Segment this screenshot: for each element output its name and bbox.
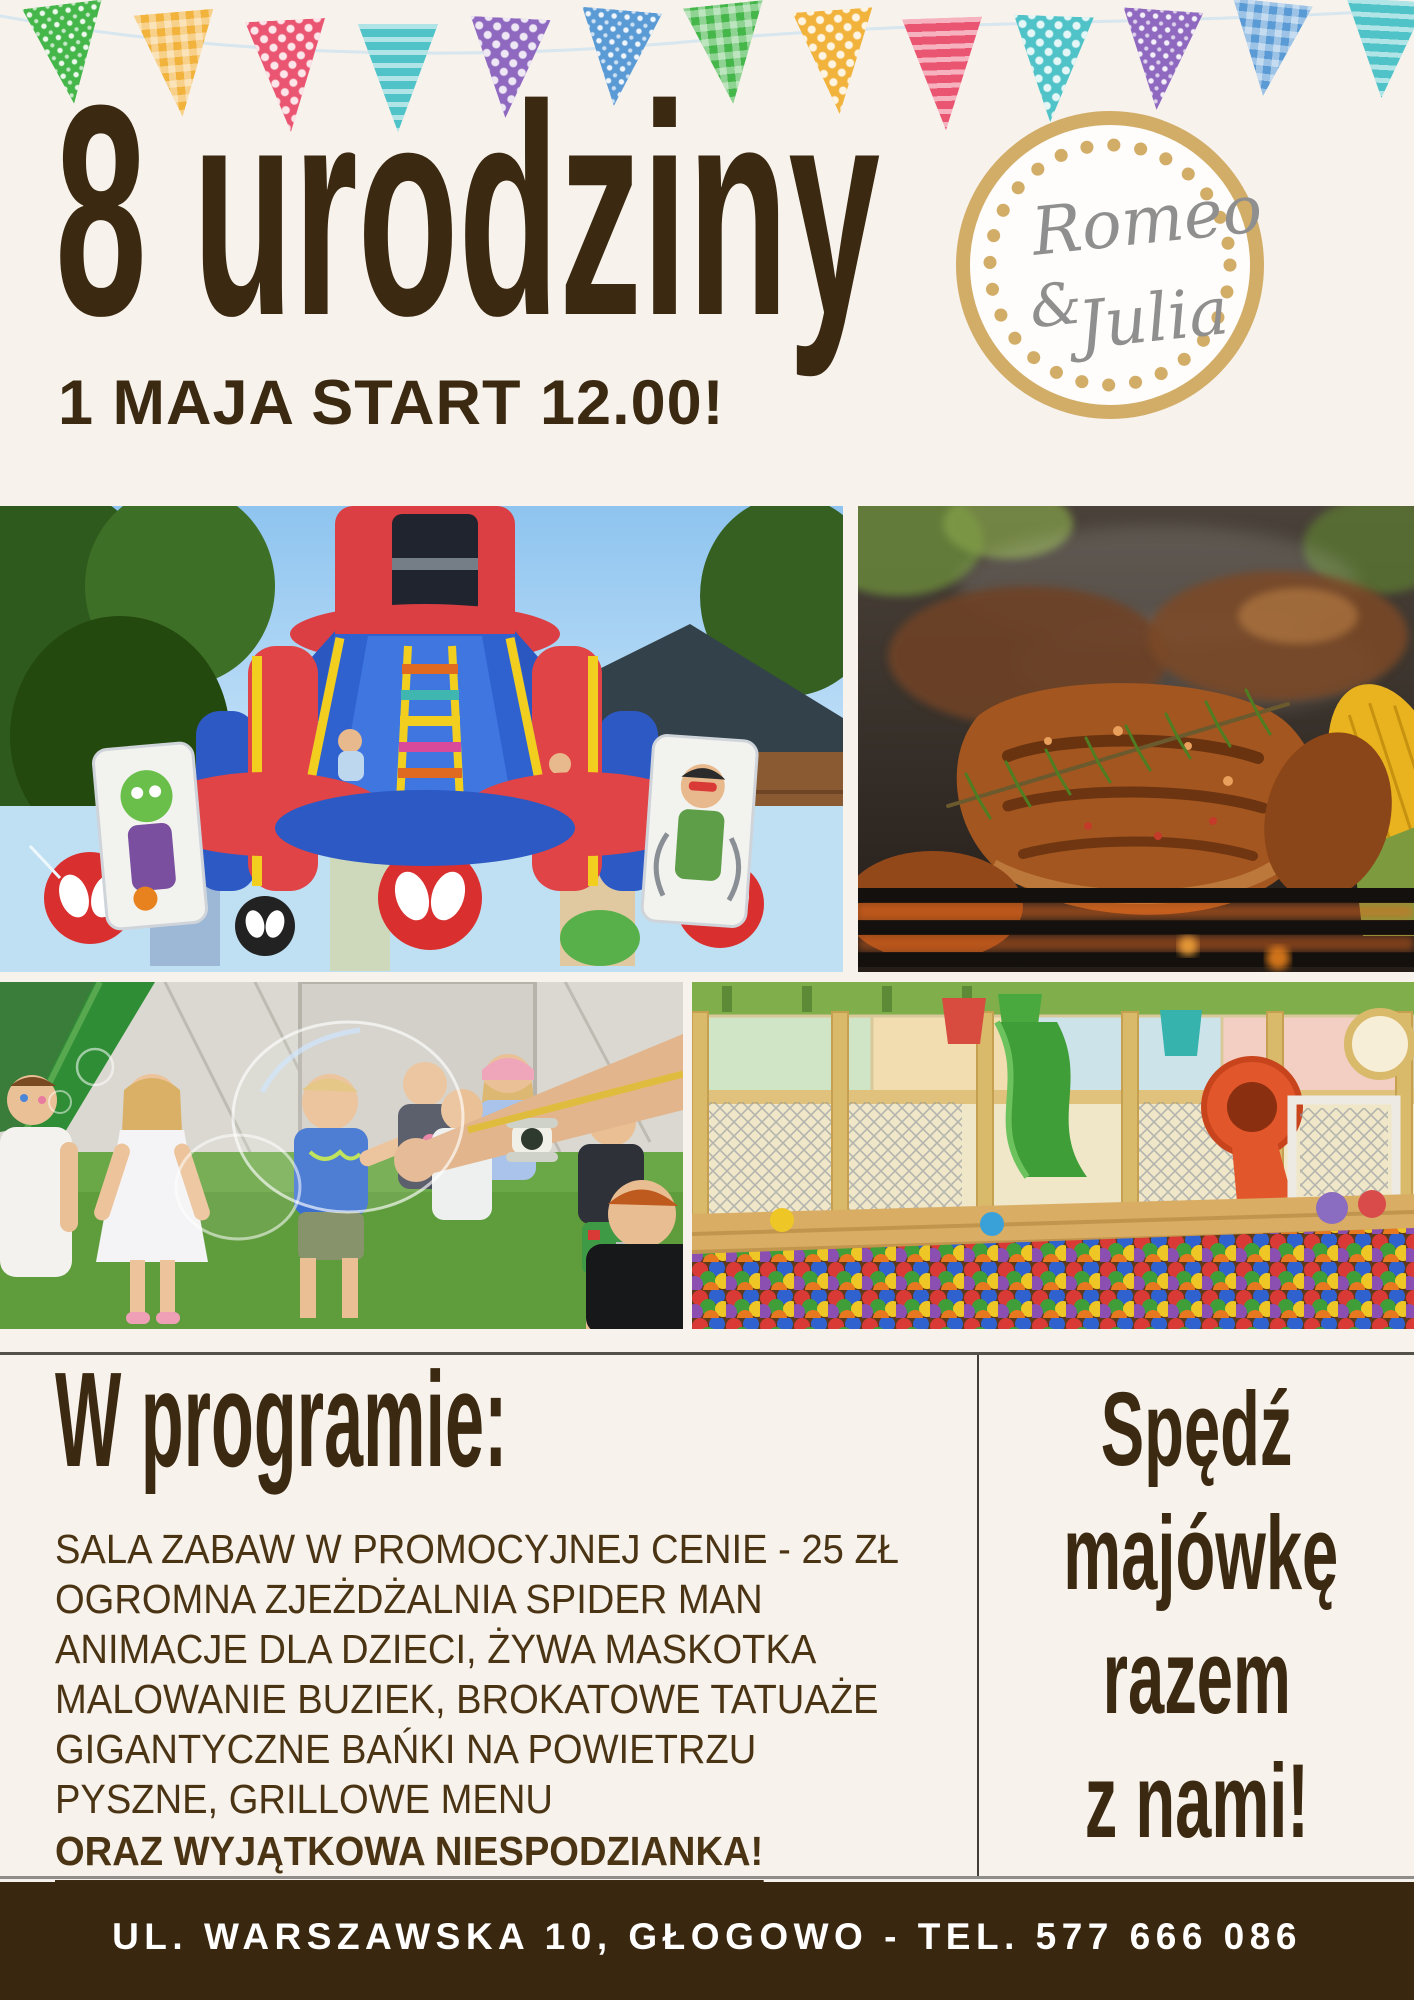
ballpit-playground-photo <box>692 982 1414 1329</box>
footer-bar <box>0 1882 1414 2000</box>
romeo-julia-logo <box>940 95 1280 435</box>
poster-title: 8 urodziny <box>55 42 881 378</box>
poster-subtitle: 1 MAJA START 12.00! <box>58 368 725 438</box>
program-item: PYSZNE, GRILLOWE MENU <box>55 1776 553 1822</box>
footer-address: UL. WARSZAWSKA 10, GŁOGOWO - TEL. 577 666 086 <box>112 1916 1302 1957</box>
grill-meat-photo <box>858 506 1414 972</box>
logo-name-bottom: Julia <box>1074 272 1232 365</box>
program-highlight: ORAZ WYJĄTKOWA NIESPODZIANKA! <box>55 1826 963 1885</box>
program-item: MALOWANIE BUZIEK, BROKATOWE TATUAŻE <box>55 1676 879 1722</box>
side-note <box>979 1368 1414 1864</box>
side-note-line: z nami! <box>1084 1743 1309 1860</box>
program-item: OGROMNA ZJEŻDŻALNIA SPIDER MAN <box>55 1576 763 1622</box>
program-heading: W programie: <box>55 1344 508 1495</box>
side-note-line: majówkę <box>1063 1495 1339 1612</box>
inflatable-slide-photo <box>0 506 843 972</box>
program-item: ANIMACJE DLA DZIECI, ŻYWA MASKOTKA <box>55 1626 817 1672</box>
kids-bubbles-photo <box>0 982 683 1329</box>
program-item: GIGANTYCZNE BAŃKI NA POWIETRZU <box>55 1726 757 1772</box>
side-note-line: Spędź <box>1100 1371 1293 1488</box>
program-item: SALA ZABAW W PROMOCYJNEJ CENIE - 25 ZŁ <box>55 1526 899 1572</box>
logo-ampersand: & <box>1026 268 1085 342</box>
logo-name-top: Romeo <box>1028 170 1266 271</box>
side-note-line: razem <box>1102 1619 1291 1736</box>
program-list <box>55 1524 963 1885</box>
